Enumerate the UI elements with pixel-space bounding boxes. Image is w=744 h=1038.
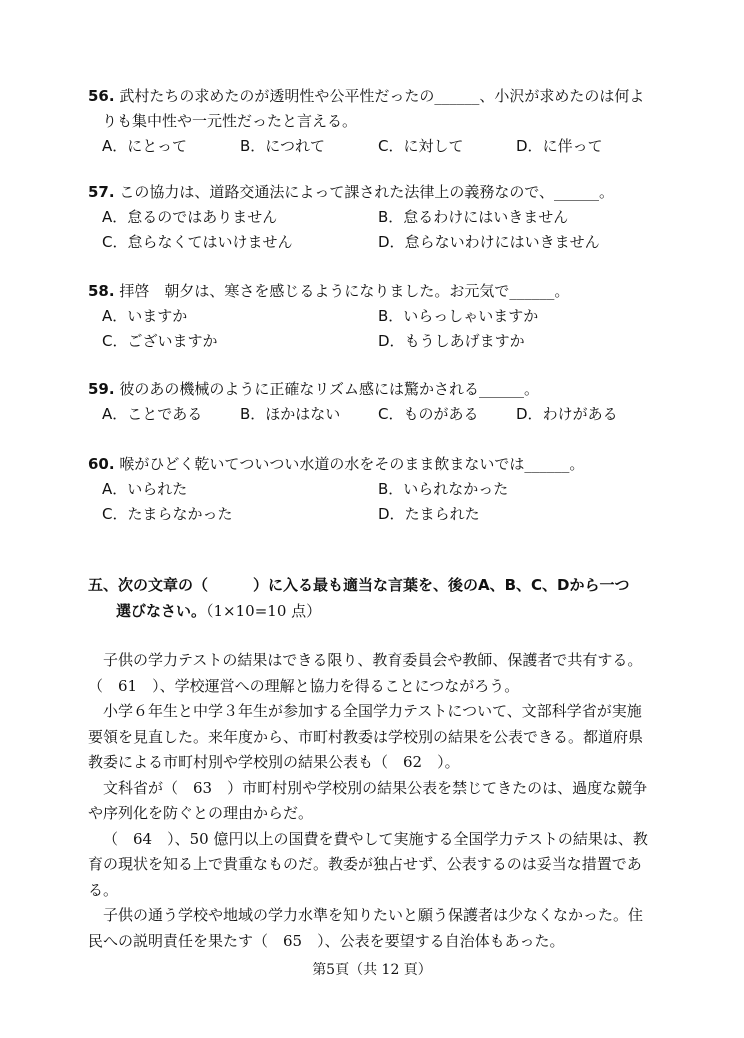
option-row <box>88 502 678 527</box>
option-b[interactable]: B．ほかはない <box>240 405 341 423</box>
option-b[interactable]: B．いられなかった <box>378 480 509 498</box>
option-row <box>88 402 678 427</box>
passage-line: や序列化を防ぐとの理由からだ。 <box>88 804 314 822</box>
option-c[interactable]: C．怠らなくてはいけません <box>102 233 293 251</box>
option-d[interactable]: D．わけがある <box>516 405 618 423</box>
question-number: 57. <box>88 183 115 201</box>
passage-line: る。 <box>88 880 119 899</box>
question-number: 58. <box>88 282 115 300</box>
passage-line: 教委による市町村別や学校別の結果公表も（ 62 ）。 <box>88 753 460 771</box>
option-a[interactable]: A．ことである <box>102 405 203 423</box>
question-stem: 拝啓 朝夕は、寒さを感じるようになりました。お元気で______。 <box>119 282 570 300</box>
option-c[interactable]: C．に対して <box>378 137 464 155</box>
option-c[interactable]: C．ものがある <box>378 405 479 423</box>
option-a[interactable]: A．いられた <box>102 480 188 498</box>
option-a[interactable]: A．いますか <box>102 307 188 325</box>
option-a[interactable]: A．怠るのではありません <box>102 208 278 226</box>
section-score: （1×10=10 点） <box>206 602 322 620</box>
option-d[interactable]: D．もうしあげますか <box>378 332 525 350</box>
question-stem: この協力は、道路交通法によって課された法律上の義務なので、______。 <box>119 183 615 201</box>
question-60 <box>88 452 678 527</box>
question-56 <box>88 84 678 159</box>
question-number: 56. <box>88 87 115 105</box>
reading-passage <box>88 648 678 954</box>
option-c[interactable]: C．ございますか <box>102 332 218 350</box>
passage-line: 要領を見直した。来年度から、市町村教委は学校別の結果を公表できる。都道府県 <box>88 727 644 746</box>
option-b[interactable]: B．いらっしゃいますか <box>378 307 539 325</box>
section-title-continued: 選びなさい。 <box>116 602 207 620</box>
option-row <box>88 477 678 502</box>
option-d[interactable]: D．たまられた <box>378 505 480 523</box>
option-a[interactable]: A．にとって <box>102 137 187 155</box>
passage-line: 育の現状を知る上で貴重なものだ。教委が独占せず、公表するのは妥当な措置であ <box>88 855 642 873</box>
question-57 <box>88 180 678 255</box>
option-b[interactable]: B．怠るわけにはいきません <box>378 208 569 226</box>
question-number: 59. <box>88 380 115 398</box>
section-title: 五、次の文章の（ ）に入る最も適当な言葉を、後のA、B、C、Dから一つ <box>88 576 630 594</box>
passage-line: 民への説明責任を果たす（ 65 ）、公表を要望する自治体もあった。 <box>88 931 565 950</box>
question-58 <box>88 279 678 354</box>
passage-line: （ 61 ）、学校運営への理解と協力を得ることにつながろう。 <box>88 676 520 695</box>
option-row <box>88 134 678 159</box>
option-d[interactable]: D．に伴って <box>516 137 603 155</box>
option-c[interactable]: C．たまらなかった <box>102 505 233 523</box>
passage-line: （ 64 ）、50 億円以上の国費を費やして実施する全国学力テストの結果は、教 <box>103 829 648 848</box>
passage-line: 小学６年生と中学３年生が参加する全国学力テストについて、文部科学省が実施 <box>103 702 642 720</box>
question-number: 60. <box>88 455 115 473</box>
option-row <box>88 205 678 230</box>
section-heading <box>88 572 688 624</box>
option-row <box>88 304 678 329</box>
question-59 <box>88 377 678 427</box>
option-d[interactable]: D．怠らないわけにはいきません <box>378 233 600 251</box>
passage-line: 子供の学力テストの結果はできる限り、教育委員会や教師、保護者で共有する。 <box>103 651 643 669</box>
option-b[interactable]: B．につれて <box>240 137 325 155</box>
question-stem: 喉がひどく乾いてついつい水道の水をそのまま飲まないでは______。 <box>119 455 585 473</box>
question-stem: 彼のあの機械のように正確なリズム感には驚かされる______。 <box>119 380 540 398</box>
question-stem: 武村たちの求めたのが透明性や公平性だったの______、小沢が求めたのは何よ <box>119 87 645 105</box>
option-row <box>88 329 678 354</box>
passage-line: 子供の通う学校や地域の学力水準を知りたいと願う保護者は少なくなかった。住 <box>103 906 644 924</box>
page-footer: 第5頁（共 12 頁） <box>312 962 432 978</box>
question-stem-continued: りも集中性や一元性だったと言える。 <box>102 112 358 130</box>
passage-line: 文科省が（ 63 ）市町村別や学校別の結果公表を禁じてきたのは、過度な競争 <box>103 778 648 797</box>
option-row <box>88 230 678 255</box>
